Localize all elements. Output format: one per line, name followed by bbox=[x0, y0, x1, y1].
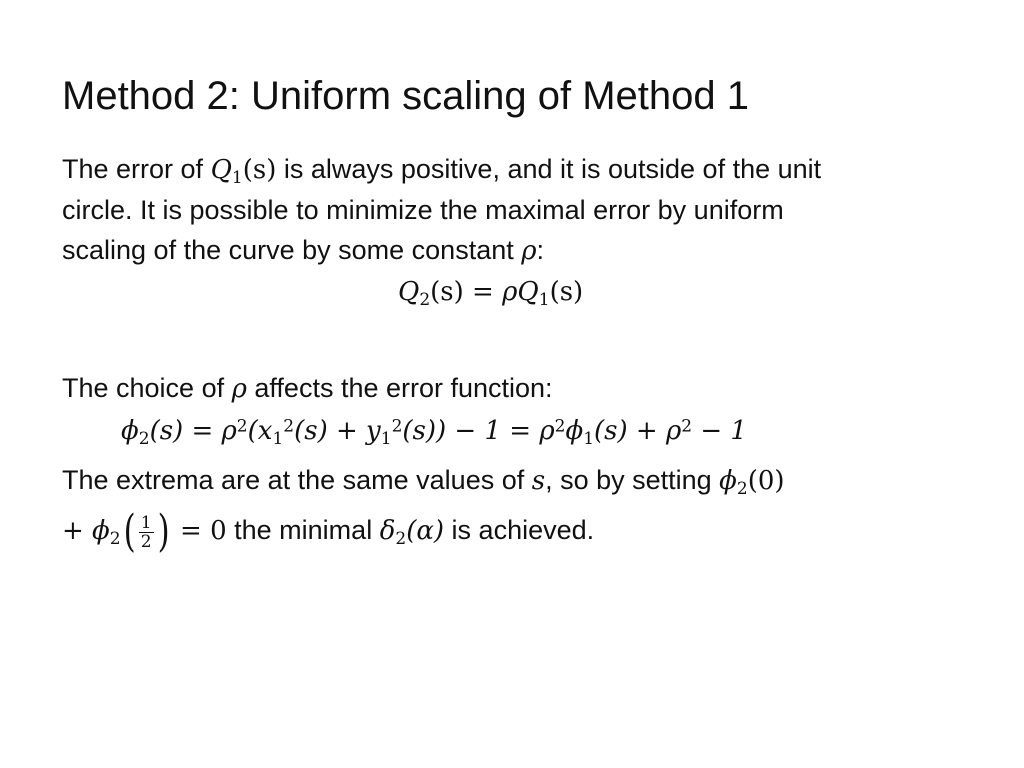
math-phi2-0 bbox=[719, 466, 785, 499]
slide-title: Method 2: Uniform scaling of Method 1 bbox=[62, 74, 750, 118]
text: The error of bbox=[62, 154, 211, 184]
math-args: (s) + y bbox=[294, 416, 381, 446]
math-rho: ρ bbox=[231, 374, 247, 404]
fraction-half bbox=[139, 514, 154, 551]
math-subscript: 1 bbox=[583, 428, 595, 449]
math-phi2-half bbox=[62, 506, 227, 557]
math-superscript: 2 bbox=[681, 416, 693, 437]
equation-phi2 bbox=[121, 414, 747, 448]
math-superscript: 2 bbox=[236, 416, 248, 437]
math-args: (s) bbox=[549, 277, 584, 307]
left-paren: ( bbox=[123, 506, 136, 557]
math-args: (0) bbox=[747, 466, 785, 496]
math-args: (x bbox=[247, 416, 273, 446]
text: : bbox=[536, 235, 545, 265]
text: the minimal bbox=[226, 515, 380, 545]
math-symbol: Q bbox=[210, 155, 232, 185]
math-symbol: ϕ bbox=[565, 416, 584, 446]
math-subscript: 1 bbox=[380, 428, 392, 449]
fraction-denominator: 2 bbox=[140, 531, 152, 552]
math-symbol: δ bbox=[379, 516, 396, 546]
equation-q2 bbox=[398, 275, 583, 309]
right-paren: ) bbox=[157, 506, 170, 557]
math-rho: ρ bbox=[521, 236, 537, 266]
paragraph-line-1 bbox=[62, 152, 821, 187]
math-args: (s) bbox=[242, 155, 277, 185]
math-superscript: 2 bbox=[554, 416, 566, 437]
paragraph-choice bbox=[62, 371, 553, 406]
text: is achieved. bbox=[444, 515, 595, 545]
math-subscript: 1 bbox=[231, 167, 243, 188]
paragraph-line-2: circle. It is possible to minimize the maximal error by uniform bbox=[62, 195, 784, 225]
math-subscript: 2 bbox=[138, 428, 150, 449]
math-s: s bbox=[531, 466, 546, 496]
text: scaling of the curve by some constant bbox=[62, 235, 522, 265]
math-symbol: ρ bbox=[502, 277, 518, 307]
text: , so by setting bbox=[545, 465, 720, 495]
math-args: − 1 bbox=[692, 416, 747, 446]
math-symbol: Q bbox=[517, 277, 539, 307]
math-args: (s) = ρ bbox=[149, 416, 237, 446]
math-args: (α) bbox=[406, 516, 445, 546]
math-subscript: 1 bbox=[272, 428, 284, 449]
paragraph-minimal bbox=[62, 506, 595, 557]
math-symbol: + ϕ bbox=[62, 516, 110, 546]
math-subscript: 1 bbox=[538, 289, 550, 310]
math-args: (s) + ρ bbox=[594, 416, 682, 446]
math-subscript: 2 bbox=[736, 478, 748, 499]
text: affects the error function: bbox=[246, 373, 553, 403]
math-superscript: 2 bbox=[391, 416, 403, 437]
fraction-numerator: 1 bbox=[140, 512, 152, 533]
math-subscript: 2 bbox=[395, 528, 407, 549]
math-symbol: Q bbox=[398, 277, 420, 307]
text: is always positive, and it is outside of the unit bbox=[276, 154, 822, 184]
math-subscript: 2 bbox=[419, 289, 431, 310]
paragraph-extrema bbox=[62, 463, 785, 498]
math-q1s bbox=[210, 155, 277, 188]
math-symbol: ϕ bbox=[719, 466, 737, 496]
math-args: (s)) − 1 = ρ bbox=[402, 416, 555, 446]
math-args: = 0 bbox=[171, 516, 227, 546]
math-subscript: 2 bbox=[109, 528, 121, 549]
text: The choice of bbox=[62, 373, 232, 403]
math-args: (s) = bbox=[430, 277, 503, 307]
math-superscript: 2 bbox=[283, 416, 295, 437]
paragraph-line-3 bbox=[62, 233, 544, 268]
math-symbol: ϕ bbox=[121, 416, 139, 446]
text: The extrema are at the same values of bbox=[62, 465, 532, 495]
math-delta2 bbox=[379, 516, 445, 549]
